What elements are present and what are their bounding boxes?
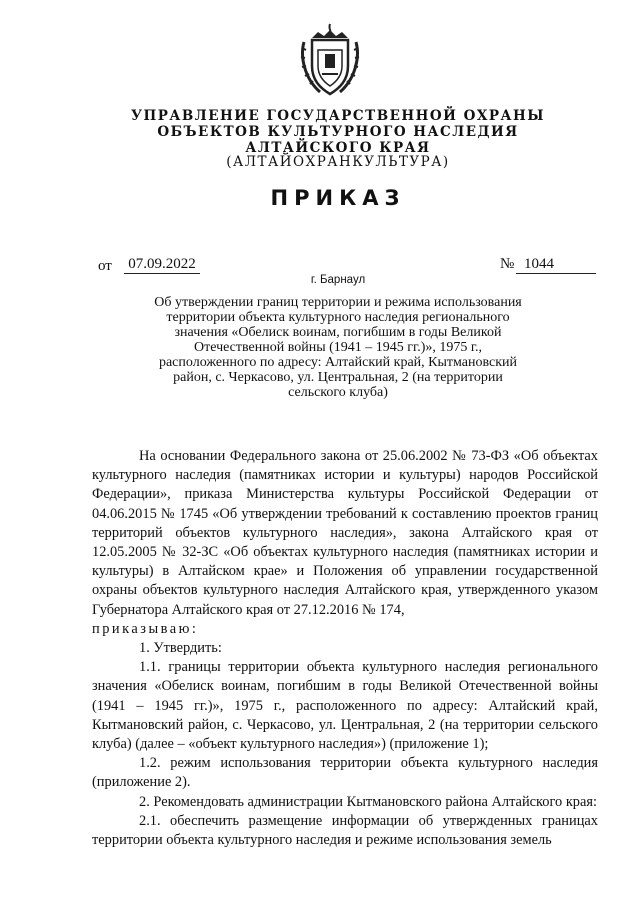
coat-of-arms-emblem bbox=[298, 22, 362, 98]
document-type-title: ПРИКАЗ bbox=[270, 186, 406, 210]
document-date: 07.09.2022 bbox=[124, 256, 200, 274]
order-word: приказываю: bbox=[92, 620, 199, 637]
paragraph-1-1: 1.1. границы территории объекта культурного наследия регионального значения «Обелиск воинам, погибшим в годы Великой Отечественной войны (1941 – 1945 гг.)», 1975 г., расположенного по адресу: Алтайский край, Кытмановский район, с. Черкасово, ул. Центральная, 2 (на территории сельского клуба) (далее – «объект культурного наследия») (приложение 1); bbox=[92, 659, 598, 753]
city-name: г. Барнаул bbox=[310, 274, 366, 286]
paragraph-basis bbox=[92, 447, 598, 639]
document-body bbox=[92, 447, 598, 850]
paragraph-2-1: 2.1. обеспечить размещение информации об утвержденных границах территории объекта культурного наследия и режиме использования земель bbox=[92, 812, 598, 849]
date-label: от bbox=[98, 258, 112, 274]
org-name-line1: УПРАВЛЕНИЕ ГОСУДАРСТВЕННОЙ ОХРАНЫ bbox=[131, 108, 545, 124]
paragraph-2: 2. Рекомендовать администрации Кытмановского района Алтайского края: bbox=[139, 793, 598, 810]
paragraph-1-2: 1.2. режим использования территории объекта культурного наследия (приложение 2). bbox=[92, 755, 598, 791]
org-short-name: (АЛТАЙОХРАНКУЛЬТУРА) bbox=[226, 154, 450, 170]
paragraph-1: 1. Утвердить: bbox=[139, 640, 222, 657]
number-label: № bbox=[500, 256, 515, 272]
org-name-line2: ОБЪЕКТОВ КУЛЬТУРНОГО НАСЛЕДИЯ bbox=[157, 124, 519, 140]
org-name-line3: АЛТАЙСКОГО КРАЯ bbox=[245, 140, 431, 156]
document-subject: Об утверждении границ территории и режима использования территории объекта культурного наследия регионального значения «Обелиск воинам, погибшим в годы Великой Отечественной войны (1941 – 1945 гг.)», 1975 г., расположенного по адресу: Алтайский край, Кытмановский район, с. Черкасово, ул. Центральная, 2 (на территории сельского клуба) bbox=[154, 295, 522, 400]
basis-text: На основании Федерального закона от 25.06.2002 № 73-ФЗ «Об объектах культурного наследия (памятниках истории и культуры) народов Российской Федерации», приказа Министерства культуры Российской Федерации от 04.06.2015 № 1745 «Об утверждении требований к составлению проектов границ территорий объектов культурного наследия», закона Алтайского края от 12.05.2005 № 32-ЗС «Об объектах культурного наследия (памятниках истории и культуры) в Алтайском крае» и Положения об управлении государственной охраны объектов культурного наследия Алтайского края, утвержденного указом Губернатора Алтайского края от 27.12.2016 № 174, bbox=[92, 448, 598, 618]
document-number: 1044 bbox=[516, 256, 596, 274]
